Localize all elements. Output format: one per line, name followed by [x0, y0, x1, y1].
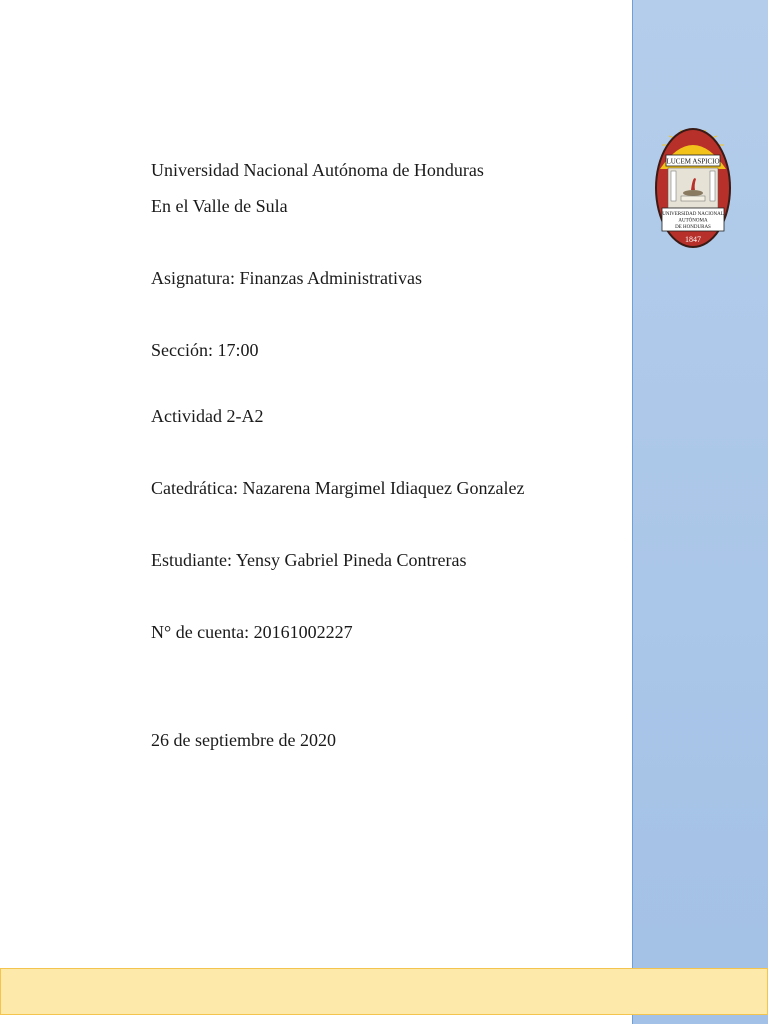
- seal-motto: LUCEM ASPICIO: [666, 157, 720, 166]
- seal-year: 1847: [685, 235, 701, 244]
- bottom-color-band: [0, 968, 768, 1015]
- seal-name-line-1: UNIVERSIDAD NACIONAL: [662, 212, 724, 217]
- campus-name: En el Valle de Sula: [151, 196, 288, 216]
- university-name: Universidad Nacional Autónoma de Honduras: [151, 160, 484, 180]
- student-line: Estudiante: Yensy Gabriel Pineda Contreras: [151, 550, 467, 570]
- subject-line: Asignatura: Finanzas Administrativas: [151, 268, 422, 288]
- account-number-line: N° de cuenta: 20161002227: [151, 622, 353, 642]
- section-line: Sección: 17:00: [151, 340, 259, 360]
- seal-name-line-3: DE HONDURAS: [675, 225, 711, 230]
- date-line: 26 de septiembre de 2020: [151, 730, 336, 750]
- professor-line: Catedrática: Nazarena Margimel Idiaquez Gonzalez: [151, 478, 525, 498]
- seal-name-line-2: AUTÓNOMA: [678, 218, 708, 224]
- activity-line: Actividad 2-A2: [151, 406, 264, 426]
- university-seal-icon: [654, 127, 732, 249]
